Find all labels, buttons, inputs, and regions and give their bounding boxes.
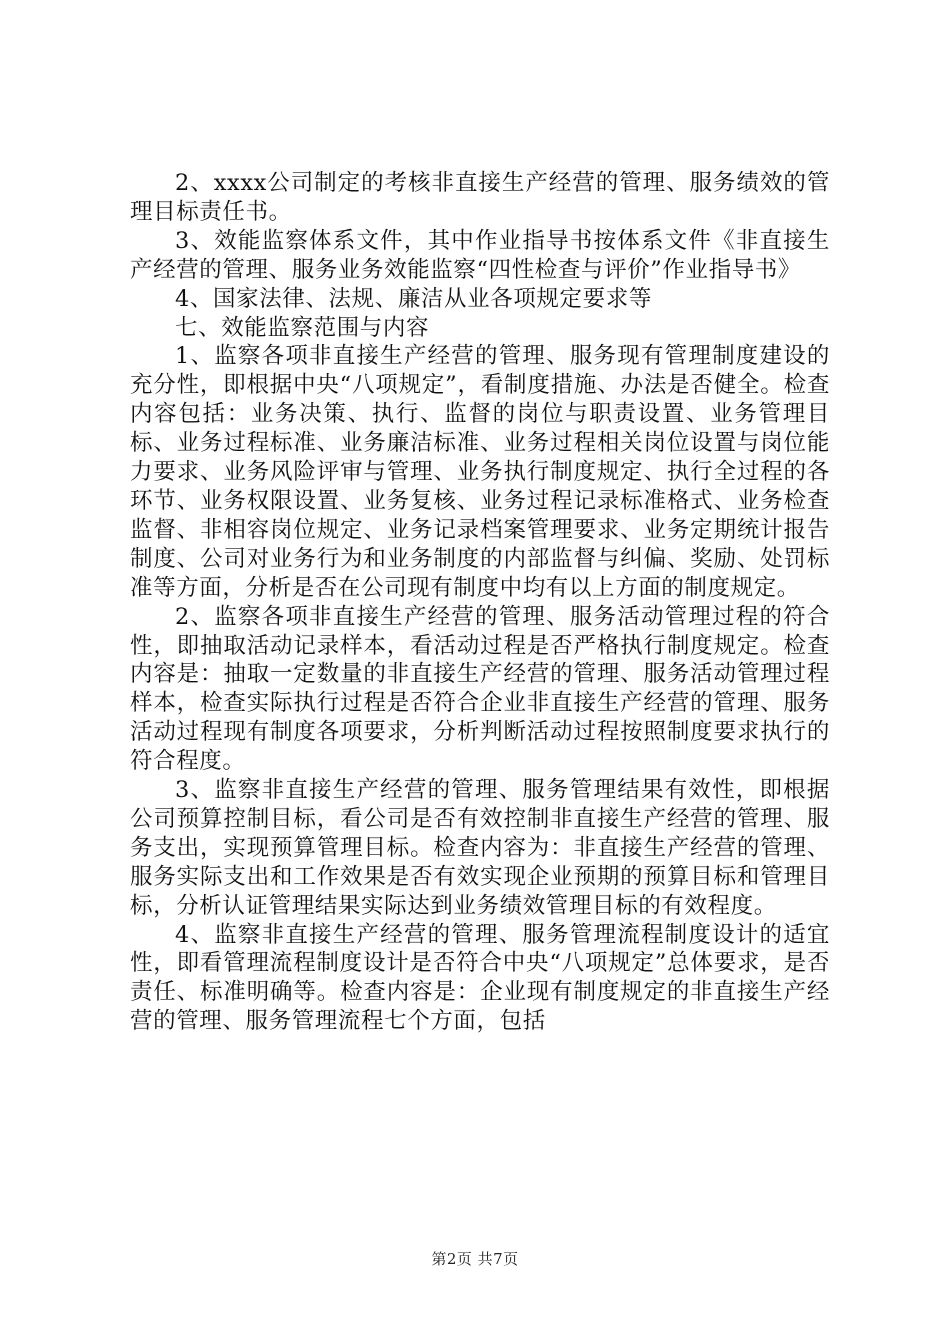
paragraph-scope-2: 2、监察各项非直接生产经营的管理、服务活动管理过程的符合性，即抽取活动记录样本，看活动过程是否严格执行制度规定。检查内容是：抽取一定数量的非直接生产经营的管理、服务活动管理过程样本，检查实际执行过程是否符合企业非直接生产经营的管理、服务活动过程现有制度各项要求，分析判断活动过程按照制度要求执行的符合程度。 xyxy=(130,603,830,775)
paragraph-scope-3: 3、监察非直接生产经营的管理、服务管理结果有效性，即根据公司预算控制目标，看公司是否有效控制非直接生产经营的管理、服务支出，实现预算管理目标。检查内容为：非直接生产经营的管理、服务实际支出和工作效果是否有效实现企业预期的预算目标和管理目标，分析认证管理结果实际达到业务绩效管理目标的有效程度。 xyxy=(130,777,830,919)
paragraph-item-4: 4、国家法律、法规、廉洁从业各项规定要求等 xyxy=(175,285,652,312)
document-body xyxy=(130,169,830,1036)
paragraph-scope-1: 1、监察各项非直接生产经营的管理、服务现有管理制度建设的充分性，即根据中央“八项规定”，看制度措施、办法是否健全。检查内容包括：业务决策、执行、监督的岗位与职责设置、业务管理目标、业务过程标准、业务廉洁标准、业务过程相关岗位设置与岗位能力要求、业务风险评审与管理、业务执行制度规定、执行全过程的各环节、业务权限设置、业务复核、业务过程记录标准格式、业务检查监督、非相容岗位规定、业务记录档案管理要求、业务定期统计报告制度、公司对业务行为和业务制度的内部监督与纠偏、奖励、处罚标准等方面，分析是否在公司现有制度中均有以上方面的制度规定。 xyxy=(130,343,830,601)
paragraph-item-2: 2、xxxx公司制定的考核非直接生产经营的管理、服务绩效的管理目标责任书。 xyxy=(130,170,830,225)
paragraph-scope-4: 4、监察非直接生产经营的管理、服务管理流程制度设计的适宜性，即看管理流程制度设计是否符合中央“八项规定”总体要求，是否责任、标准明确等。检查内容是：企业现有制度规定的非直接生产经营的管理、服务管理流程七个方面，包括 xyxy=(130,921,830,1035)
paragraph-item-3: 3、效能监察体系文件，其中作业指导书按体系文件《非直接生产经营的管理、服务业务效能监察“四性检查与评价”作业指导书》 xyxy=(130,227,830,283)
page-number-footer: 第2页 共7页 xyxy=(431,1250,519,1268)
section-heading-7: 七、效能监察范围与内容 xyxy=(175,314,430,341)
